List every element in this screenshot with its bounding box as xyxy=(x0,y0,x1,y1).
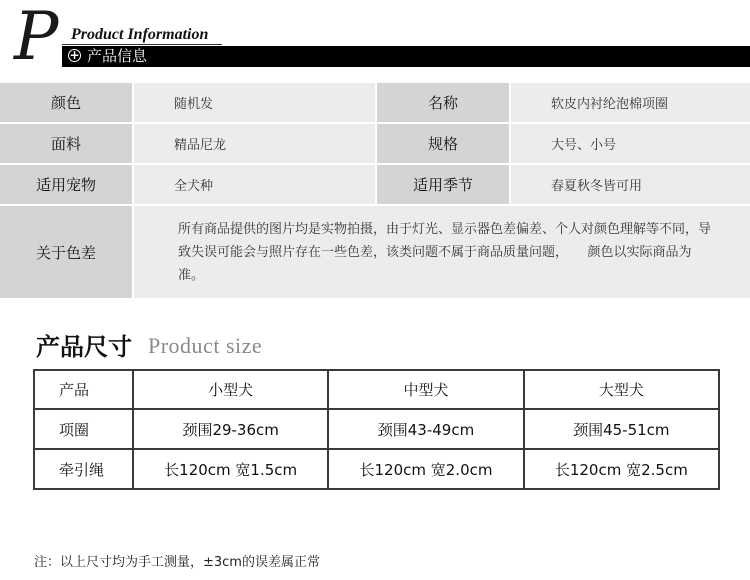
info-label-season: 适用季节 xyxy=(375,165,509,204)
table-cell: 颈围43-49cm xyxy=(328,409,523,449)
table-cell: 项圈 xyxy=(34,409,133,449)
info-value-color: 随机发 xyxy=(132,83,375,122)
header-bar xyxy=(62,46,750,67)
product-info-table xyxy=(0,83,750,300)
info-label-pet: 适用宠物 xyxy=(0,165,132,204)
table-cell: 长120cm 宽2.0cm xyxy=(328,449,523,489)
table-header-cell: 小型犬 xyxy=(133,370,328,409)
table-cell: 牵引绳 xyxy=(34,449,133,489)
info-value-fabric: 精品尼龙 xyxy=(132,124,375,163)
info-label-color-diff: 关于色差 xyxy=(0,206,132,298)
info-value-color-diff: 所有商品提供的图片均是实物拍摄，由于灯光、显示器色差偏差、个人对颜色理解等不同，导致失误可能会与照片存在一些色差，该类问题不属于商品质量问题， 颜色以实际商品为准。 xyxy=(132,206,750,298)
info-value-pet: 全犬种 xyxy=(132,165,375,204)
table-header-cell: 大型犬 xyxy=(524,370,719,409)
header-logo-letter: P xyxy=(14,0,59,75)
size-note: 注：以上尺寸均为手工测量，±3cm的误差属正常 xyxy=(34,555,320,570)
table-row xyxy=(34,409,719,449)
header-cn-title: 产品信息 xyxy=(87,47,148,65)
table-cell: 长120cm 宽2.5cm xyxy=(524,449,719,489)
info-row xyxy=(0,124,750,165)
info-label-fabric: 面料 xyxy=(0,124,132,163)
info-label-name: 名称 xyxy=(375,83,509,122)
info-label-spec: 规格 xyxy=(375,124,509,163)
header-divider xyxy=(62,44,222,45)
table-header-row xyxy=(34,370,719,409)
table-cell: 颈围45-51cm xyxy=(524,409,719,449)
info-row xyxy=(0,165,750,206)
table-header-cell: 产品 xyxy=(34,370,133,409)
header-en-title: Product Information xyxy=(71,26,209,43)
size-section-en-title: Product size xyxy=(148,333,263,358)
plus-icon: + xyxy=(69,48,80,62)
size-table xyxy=(33,369,720,490)
table-cell: 长120cm 宽1.5cm xyxy=(133,449,328,489)
info-label-color: 颜色 xyxy=(0,83,132,122)
table-row xyxy=(34,449,719,489)
size-section-title: 产品尺寸 xyxy=(36,333,132,361)
info-value-spec: 大号、小号 xyxy=(509,124,750,163)
info-row xyxy=(0,83,750,124)
info-row-about xyxy=(0,206,750,300)
info-value-season: 春夏秋冬皆可用 xyxy=(509,165,750,204)
section-header xyxy=(0,0,750,75)
info-value-name: 软皮内衬纶泡棉项圈 xyxy=(509,83,750,122)
table-header-cell: 中型犬 xyxy=(328,370,523,409)
table-cell: 颈围29-36cm xyxy=(133,409,328,449)
